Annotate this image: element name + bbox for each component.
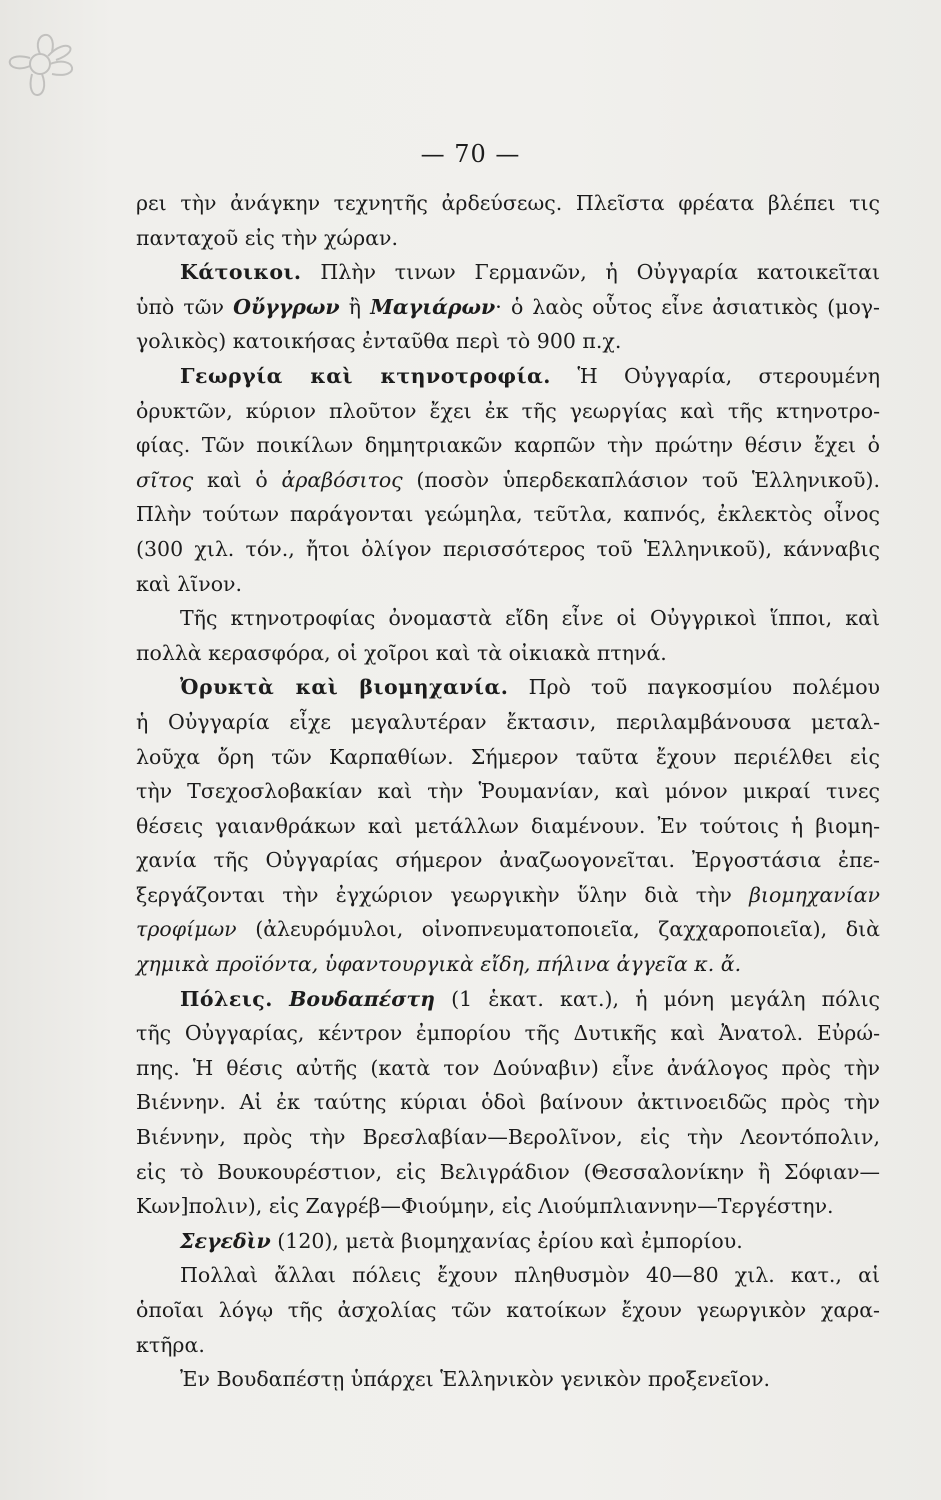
text-run: (300 χιλ. τόν., ἤτοι ὀλίγον περισσότερος τοῦ Ἑλληνικοῦ), κάνναβις — [136, 536, 880, 561]
text-line — [136, 912, 880, 947]
text-run: ἡ Οὐγγαρία εἶχε μεγαλυτέραν ἔκτασιν, περιλαμβάνουσα μεταλ- — [136, 709, 880, 734]
text-line — [136, 843, 880, 878]
text-run: εἰς τὸ Βουκουρέστιον, εἰς Βελιγράδιον (Θεσσαλονίκην ἢ Σόφιαν— — [136, 1159, 880, 1184]
text-run: λοῦχα ὄρη τῶν Καρπαθίων. Σήμερον ταῦτα ἔχουν περιέλθει εἰς — [136, 744, 880, 769]
text-line — [136, 394, 880, 429]
text-line — [136, 670, 880, 705]
text-run: ἀραβόσιτος — [281, 467, 403, 492]
text-run: καὶ ὁ — [193, 467, 282, 492]
text-line — [136, 1224, 880, 1259]
page-number: — 70 — — [420, 140, 521, 168]
text-line — [136, 1362, 880, 1397]
text-run: (ἀλευρόμυλοι, οἰνοπνευματοποιεῖα, ζαχχαροποιεῖα), διὰ — [236, 917, 880, 942]
emphasized-term: Μαγιάρων — [370, 294, 496, 319]
text-line — [136, 532, 880, 567]
text-run: φίας. Τῶν ποικίλων δημητριακῶν καρπῶν τὴν πρώτην θέσιν ἔχει ὁ — [136, 433, 880, 458]
text-line — [136, 601, 880, 636]
text-run: χημικὰ προϊόντα, ὑφαντουργικὰ εἴδη, πήλινα ἀγγεῖα κ. ἄ. — [136, 952, 742, 977]
text-run: κτῆρα. — [136, 1332, 205, 1357]
text-run: πης. Ἡ θέσις αὐτῆς (κατὰ τον Δούναβιν) εἶνε ἀνάλογος πρὸς τὴν — [136, 1055, 880, 1080]
text-run: (ποσὸν ὑπερδεκαπλάσιον τοῦ Ἑλληνικοῦ). — [402, 467, 880, 492]
emphasized-term: Οὔγγρων — [233, 294, 340, 319]
text-line — [136, 1293, 880, 1328]
text-run: ὀρυκτῶν, κύριον πλοῦτον ἔχει ἐκ τῆς γεωργίας καὶ τῆς κτηνοτρο- — [136, 398, 880, 423]
text-run: Βιέννην, πρὸς τὴν Βρεσλαβίαν—Βερολῖνον, εἰς τὴν Λεοντόπολιν, — [136, 1125, 880, 1150]
text-line — [136, 1189, 880, 1224]
text-run: γολικὸς) κατοικήσας ἐνταῦθα περὶ τὸ 900 π.χ. — [136, 329, 622, 354]
text-line — [136, 636, 880, 671]
text-run: πολλὰ κερασφόρα, οἱ χοῖροι καὶ τὰ οἰκιακὰ πτηνά. — [136, 640, 667, 665]
section-heading: Κάτοικοι. — [180, 260, 302, 285]
text-run: (1 ἑκατ. κατ.), ἡ μόνη μεγάλη πόλις — [435, 986, 880, 1011]
text-line — [136, 809, 880, 844]
text-run: θέσεις γαιανθράκων καὶ μετάλλων διαμένουν. Ἐν τούτοις ἡ βιομη- — [136, 813, 880, 838]
text-run: χανία τῆς Οὐγγαρίας σήμερον ἀναζωογονεῖται. Ἐργοστάσια ἐπε- — [136, 848, 880, 873]
text-run: (120), μετὰ βιομηχανίας ἐρίου καὶ ἐμπορίου. — [270, 1228, 743, 1253]
text-line — [136, 982, 880, 1017]
text-line — [136, 1328, 880, 1363]
text-line — [136, 1258, 880, 1293]
text-run: ξεργάζονται τὴν ἐγχώριον γεωργικὴν ὕλην διὰ τὴν — [136, 882, 750, 907]
body-text — [136, 186, 880, 1397]
text-run: Πολλαὶ ἄλλαι πόλεις ἔχουν πληθυσμὸν 40—80 χιλ. κατ., αἱ — [180, 1263, 880, 1288]
text-line — [136, 740, 880, 775]
emphasized-term: Σεγεδὶν — [180, 1228, 271, 1253]
text-line — [136, 1155, 880, 1190]
text-line — [136, 1051, 880, 1086]
text-line — [136, 705, 880, 740]
text-run: βιομηχανίαν — [749, 882, 880, 907]
text-run: ὑπὸ τῶν — [136, 294, 234, 319]
text-run: ἢ — [339, 294, 371, 319]
section-heading: Ὀρυκτὰ καὶ βιομηχανία. — [180, 675, 509, 700]
text-run: τὴν Τσεχοσλοβακίαν καὶ τὴν Ῥουμανίαν, καὶ μόνον μικραί τινες — [136, 779, 880, 804]
text-line — [136, 1016, 880, 1051]
text-line — [136, 774, 880, 809]
text-line — [136, 1120, 880, 1155]
text-line — [136, 186, 880, 221]
text-run: πανταχοῦ εἰς τὴν χώραν. — [136, 225, 398, 250]
text-line — [136, 947, 880, 982]
text-line — [136, 428, 880, 463]
section-heading: Πόλεις. — [180, 986, 273, 1011]
text-run: καὶ λῖνον. — [136, 571, 243, 596]
emphasized-term: Βουδαπέστη — [289, 986, 436, 1011]
text-run: Κων]πολιν), εἰς Ζαγρέβ—Φιούμην, εἰς Λιούμπλιαννην—Τεργέστην. — [136, 1194, 834, 1219]
text-run: σῖτος — [136, 467, 194, 492]
flower-ornament-icon — [0, 14, 110, 124]
text-line — [136, 878, 880, 913]
text-line — [136, 497, 880, 532]
text-line — [136, 359, 880, 394]
text-run: Πρὸ τοῦ παγκοσμίου πολέμου — [508, 675, 881, 700]
text-line — [136, 324, 880, 359]
section-heading: Γεωργία καὶ κτηνοτροφία. — [180, 363, 551, 388]
text-line — [136, 255, 880, 290]
text-line — [136, 221, 880, 256]
text-run: ὁποῖαι λόγῳ τῆς ἀσχολίας τῶν κατοίκων ἔχουν γεωργικὸν χαρα- — [136, 1298, 880, 1322]
text-line — [136, 290, 880, 325]
text-line — [136, 1085, 880, 1120]
text-run: Πλὴν τινων Γερμανῶν, ἡ Οὐγγαρία κατοικεῖται — [301, 260, 880, 285]
text-run: Βιέννην. Αἱ ἐκ ταύτης κύριαι ὁδοὶ βαίνουν ἀκτινοειδῶς πρὸς τὴν — [136, 1090, 880, 1115]
text-run: Πλὴν τούτων παράγονται γεώμηλα, τεῦτλα, καπνός, ἐκλεκτὸς οἶνος — [136, 502, 880, 527]
text-run: Τῆς κτηνοτροφίας ὀνομαστὰ εἴδη εἶνε οἱ Οὐγγρικοὶ ἵπποι, καὶ — [180, 606, 880, 631]
text-run: ρει τὴν ἀνάγκην τεχνητῆς ἀρδεύσεως. Πλεῖστα φρέατα βλέπει τις — [136, 191, 880, 215]
text-run: Ἡ Οὐγγαρία, στερουμένη — [550, 363, 880, 388]
text-line — [136, 567, 880, 602]
text-line — [136, 463, 880, 498]
text-run: τῆς Οὐγγαρίας, κέντρον ἐμπορίου τῆς Δυτικῆς καὶ Ἀνατολ. Εὐρώ- — [136, 1021, 880, 1046]
text-run — [273, 987, 289, 1011]
text-run: Ἐν Βουδαπέστῃ ὑπάρχει Ἑλληνικὸν γενικὸν προξενεῖον. — [180, 1367, 771, 1392]
text-run: · ὁ λαὸς οὗτος εἶνε ἀσιατικὸς (μογ- — [495, 294, 880, 319]
text-run: τροφίμων — [136, 917, 237, 942]
